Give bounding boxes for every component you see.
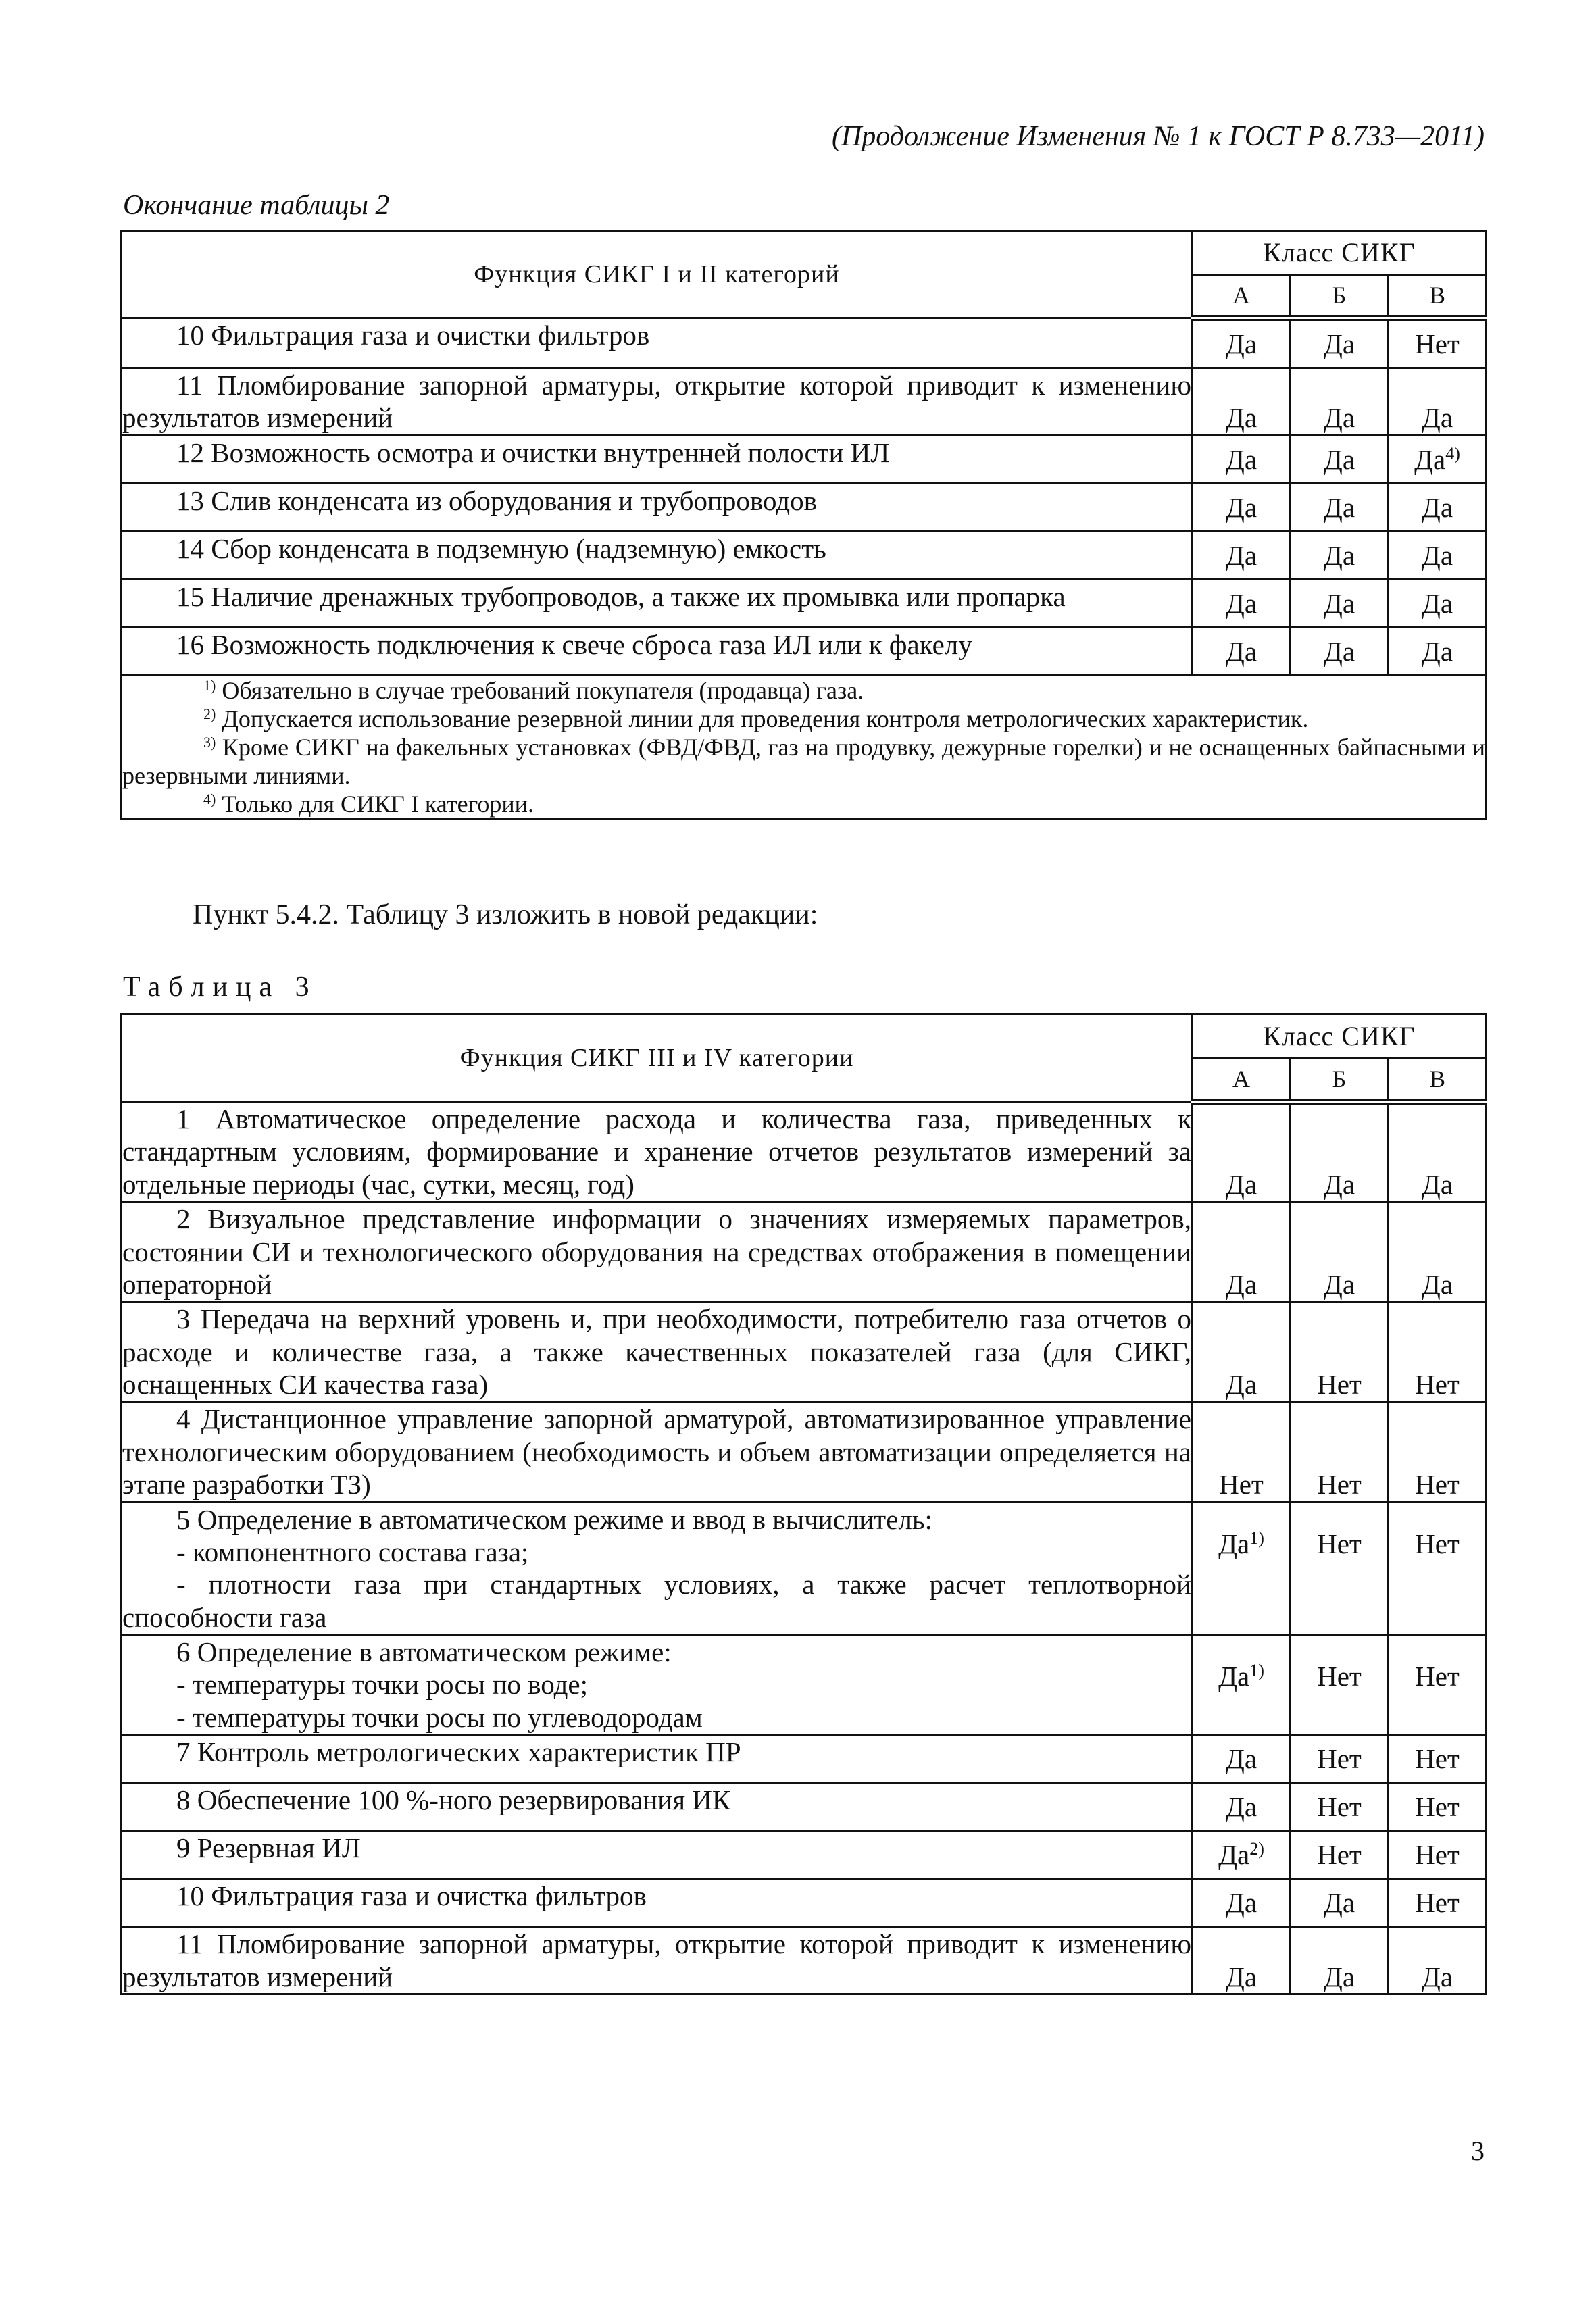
function-cell bbox=[122, 1879, 1193, 1927]
function-cell bbox=[122, 435, 1193, 483]
value-text: Да bbox=[1421, 1268, 1453, 1300]
class-a-value-cell bbox=[1193, 483, 1291, 531]
function-cell bbox=[122, 318, 1193, 368]
table-row bbox=[122, 531, 1487, 579]
value-text: Да bbox=[1225, 635, 1257, 667]
function-cell bbox=[122, 1635, 1193, 1735]
value-text: Да bbox=[1421, 587, 1453, 619]
function-cell bbox=[122, 1302, 1193, 1402]
footnote-mark: 1) bbox=[1249, 1528, 1264, 1548]
class-v-value-cell bbox=[1389, 1927, 1487, 1994]
function-text: 6 Определение в автоматическом режиме: bbox=[176, 1636, 672, 1667]
value-text: Нет bbox=[1219, 1469, 1264, 1501]
value-text: Да bbox=[1225, 328, 1257, 359]
table-row bbox=[122, 1102, 1487, 1202]
value-text: Да bbox=[1218, 1661, 1250, 1692]
class-a-value-cell bbox=[1193, 368, 1291, 436]
value-text: Да bbox=[1323, 491, 1355, 523]
class-v-value-cell bbox=[1389, 627, 1487, 675]
function-cell bbox=[122, 1831, 1193, 1879]
function-text: 4 Дистанционное управление запорной арматурой, автоматизированное управление технологическим оборудованием (необходимость и объем автоматизации определяется на этапе разработки ТЗ) bbox=[122, 1403, 1191, 1501]
class-a-value-cell bbox=[1193, 1502, 1291, 1635]
value-text: Да bbox=[1225, 1168, 1257, 1200]
function-text: 8 Обеспечение 100 %-ного резервирования ИК bbox=[176, 1784, 731, 1816]
class-v-value-cell bbox=[1389, 1502, 1487, 1635]
table-row bbox=[122, 1735, 1487, 1783]
function-text: 5 Определение в автоматическом режиме и ввод в вычислитель: bbox=[176, 1503, 932, 1535]
value-text: Да bbox=[1323, 328, 1355, 359]
value-text: Да bbox=[1323, 635, 1355, 667]
footnote-mark: 2) bbox=[1249, 1838, 1264, 1859]
function-text: 2 Визуальное представление информации о значениях измеряемых параметров, состоянии СИ и технологического оборудования на средствах отображения в помещении операторной bbox=[122, 1203, 1191, 1300]
function-text: 13 Слив конденсата из оборудования и трубопроводов bbox=[176, 484, 818, 516]
value-text: Нет bbox=[1415, 1661, 1460, 1692]
class-b-value-cell bbox=[1291, 368, 1389, 436]
class-a-value-cell bbox=[1193, 1783, 1291, 1831]
class-a-value-cell bbox=[1193, 1927, 1291, 1994]
function-text: 9 Резервная ИЛ bbox=[176, 1832, 361, 1864]
value-text: Да bbox=[1218, 1838, 1250, 1870]
table2-class-header: Класс СИКГ bbox=[1193, 231, 1487, 275]
class-v-value-cell bbox=[1389, 1879, 1487, 1927]
class-v-value-cell bbox=[1389, 1831, 1487, 1879]
function-text: 10 Фильтрация газа и очистки фильтров bbox=[176, 320, 650, 351]
table-2 bbox=[120, 230, 1487, 820]
value-text: Нет bbox=[1415, 1742, 1460, 1774]
table-row bbox=[122, 1202, 1487, 1302]
function-text: 10 Фильтрация газа и очистка фильтров bbox=[176, 1880, 647, 1912]
class-b-value-cell bbox=[1291, 1927, 1389, 1994]
class-a-value-cell bbox=[1193, 1102, 1291, 1202]
value-text: Да bbox=[1225, 587, 1257, 619]
class-b-value-cell bbox=[1291, 1735, 1389, 1783]
class-b-value-cell bbox=[1291, 1831, 1389, 1879]
page-header: (Продолжение Изменения № 1 к ГОСТ Р 8.733—2011) bbox=[831, 121, 1485, 152]
function-cell bbox=[122, 368, 1193, 436]
value-text: Да bbox=[1421, 491, 1453, 523]
table2-footnotes bbox=[122, 675, 1487, 820]
value-text: Да bbox=[1421, 1168, 1453, 1200]
class-a-value-cell bbox=[1193, 1635, 1291, 1735]
table2-class-v-header: В bbox=[1389, 275, 1487, 318]
class-v-value-cell bbox=[1389, 1635, 1487, 1735]
value-text: Нет bbox=[1317, 1790, 1362, 1822]
value-text: Нет bbox=[1317, 1742, 1362, 1774]
table-row bbox=[122, 1927, 1487, 1994]
footnote-mark: 4) bbox=[1445, 443, 1460, 463]
footnote-2: $^{2)}$ Допускается использование резервной линии для проведения контроля метрологических характеристик. bbox=[203, 705, 1309, 732]
class-a-value-cell bbox=[1193, 1735, 1291, 1783]
function-cell bbox=[122, 1202, 1193, 1302]
value-text: Да bbox=[1421, 539, 1453, 571]
class-a-value-cell bbox=[1193, 627, 1291, 675]
value-text: Да bbox=[1323, 1961, 1355, 1992]
table-row bbox=[122, 368, 1487, 436]
value-text: Да bbox=[1225, 539, 1257, 571]
class-b-value-cell bbox=[1291, 1783, 1389, 1831]
table-row bbox=[122, 318, 1487, 368]
value-text: Да bbox=[1225, 1886, 1257, 1918]
value-text: Нет bbox=[1415, 1469, 1460, 1501]
value-text: Нет bbox=[1317, 1369, 1362, 1400]
class-a-value-cell bbox=[1193, 531, 1291, 579]
value-text: Нет bbox=[1415, 1790, 1460, 1822]
function-text: 12 Возможность осмотра и очистки внутренней полости ИЛ bbox=[176, 436, 890, 468]
class-a-value-cell bbox=[1193, 1879, 1291, 1927]
value-text: Нет bbox=[1415, 1528, 1460, 1559]
class-b-value-cell bbox=[1291, 1879, 1389, 1927]
table3-function-header: Функция СИКГ III и IV категории bbox=[122, 1015, 1193, 1102]
table-row bbox=[122, 579, 1487, 627]
table-row bbox=[122, 627, 1487, 675]
class-b-value-cell bbox=[1291, 1302, 1389, 1402]
function-text: 14 Сбор конденсата в подземную (надземную) емкость bbox=[176, 532, 826, 564]
value-text: Да bbox=[1225, 1369, 1257, 1400]
class-v-value-cell bbox=[1389, 318, 1487, 368]
value-text: Да bbox=[1414, 443, 1446, 475]
table-row bbox=[122, 435, 1487, 483]
function-cell bbox=[122, 1402, 1193, 1502]
class-b-value-cell bbox=[1291, 627, 1389, 675]
table2-function-header: Функция СИКГ I и II категорий bbox=[122, 231, 1193, 318]
class-a-value-cell bbox=[1193, 435, 1291, 483]
value-text: Нет bbox=[1415, 1369, 1460, 1400]
table-row bbox=[122, 1302, 1487, 1402]
function-text: 11 Пломбирование запорной арматуры, открытие которой приводит к изменению результатов измерений bbox=[122, 370, 1191, 434]
class-b-value-cell bbox=[1291, 1202, 1389, 1302]
value-text: Да bbox=[1323, 1168, 1355, 1200]
class-v-value-cell bbox=[1389, 483, 1487, 531]
value-text: Да bbox=[1323, 443, 1355, 475]
function-cell bbox=[122, 1502, 1193, 1635]
table-row bbox=[122, 483, 1487, 531]
function-text: 1 Автоматическое определение расхода и количества газа, приведенных к стандартным условиям, формирование и хранение отчетов результатов измерений за отдельные периоды (час, сутки, месяц, год) bbox=[122, 1103, 1191, 1200]
class-v-value-cell bbox=[1389, 1735, 1487, 1783]
value-text: Да bbox=[1218, 1528, 1250, 1559]
table3-caption: Таблица 3 bbox=[123, 972, 318, 1003]
class-v-value-cell bbox=[1389, 531, 1487, 579]
class-v-value-cell bbox=[1389, 579, 1487, 627]
footnote-3: $^{3)}$ Кроме СИКГ на факельных установках (ФВД/ФВД, газ на продувку, дежурные горелки) и не оснащенных байпасными и резервными линиями. bbox=[122, 733, 1486, 790]
table-row bbox=[122, 1502, 1487, 1635]
value-text: Да bbox=[1225, 1961, 1257, 1992]
class-b-value-cell bbox=[1291, 579, 1389, 627]
class-v-value-cell bbox=[1389, 1783, 1487, 1831]
table3-class-b-header: Б bbox=[1291, 1059, 1389, 1102]
function-text: 7 Контроль метрологических характеристик ПР bbox=[176, 1736, 741, 1768]
function-cell bbox=[122, 1927, 1193, 1994]
function-subitem: - температуры точки росы по воде; bbox=[176, 1669, 589, 1701]
table-row bbox=[122, 1879, 1487, 1927]
table-row bbox=[122, 1831, 1487, 1879]
class-b-value-cell bbox=[1291, 1102, 1389, 1202]
class-b-value-cell bbox=[1291, 483, 1389, 531]
value-text: Да bbox=[1225, 443, 1257, 475]
function-cell bbox=[122, 1783, 1193, 1831]
function-cell bbox=[122, 627, 1193, 675]
function-text: 16 Возможность подключения к свече сброса газа ИЛ или к факелу bbox=[176, 628, 972, 660]
function-cell bbox=[122, 1102, 1193, 1202]
function-cell bbox=[122, 531, 1193, 579]
function-cell bbox=[122, 1735, 1193, 1783]
class-a-value-cell bbox=[1193, 1302, 1291, 1402]
value-text: Нет bbox=[1317, 1838, 1362, 1870]
class-v-value-cell bbox=[1389, 1102, 1487, 1202]
value-text: Да bbox=[1323, 1268, 1355, 1300]
value-text: Да bbox=[1225, 1742, 1257, 1774]
table-row bbox=[122, 1402, 1487, 1502]
table3-class-a-header: А bbox=[1193, 1059, 1291, 1102]
function-text: 11 Пломбирование запорной арматуры, открытие которой приводит к изменению результатов измерений bbox=[122, 1928, 1191, 1992]
footnote-mark: 1) bbox=[1249, 1661, 1264, 1680]
function-subitem: - компонентного состава газа; bbox=[176, 1536, 529, 1567]
class-v-value-cell bbox=[1389, 435, 1487, 483]
function-cell bbox=[122, 579, 1193, 627]
value-text: Да bbox=[1323, 1886, 1355, 1918]
value-text: Нет bbox=[1317, 1661, 1362, 1692]
table-row bbox=[122, 1635, 1487, 1735]
class-b-value-cell bbox=[1291, 531, 1389, 579]
table2-class-a-header: А bbox=[1193, 275, 1291, 318]
table2-caption: Окончание таблицы 2 bbox=[123, 190, 390, 221]
value-text: Да bbox=[1225, 1268, 1257, 1300]
table-3 bbox=[120, 1013, 1487, 1995]
function-subitem: - плотности газа при стандартных условиях, а также расчет теплотворной способности газа bbox=[122, 1569, 1191, 1633]
function-subitem: - температуры точки росы по углеводородам bbox=[176, 1701, 703, 1733]
class-b-value-cell bbox=[1291, 1502, 1389, 1635]
function-cell bbox=[122, 483, 1193, 531]
value-text: Нет bbox=[1317, 1528, 1362, 1559]
class-a-value-cell bbox=[1193, 1202, 1291, 1302]
class-v-value-cell bbox=[1389, 1202, 1487, 1302]
value-text: Да bbox=[1323, 402, 1355, 434]
class-v-value-cell bbox=[1389, 368, 1487, 436]
class-b-value-cell bbox=[1291, 1402, 1389, 1502]
value-text: Да bbox=[1225, 491, 1257, 523]
class-v-value-cell bbox=[1389, 1302, 1487, 1402]
footnote-4: $^{4)}$ Только для СИКГ I категории. bbox=[203, 790, 534, 818]
class-a-value-cell bbox=[1193, 579, 1291, 627]
value-text: Нет bbox=[1415, 1886, 1460, 1918]
table3-class-v-header: В bbox=[1389, 1059, 1487, 1102]
amendment-paragraph: Пункт 5.4.2. Таблицу 3 изложить в новой редакции: bbox=[193, 899, 818, 930]
table3-class-header: Класс СИКГ bbox=[1193, 1015, 1487, 1059]
value-text: Нет bbox=[1415, 328, 1460, 359]
class-a-value-cell bbox=[1193, 1402, 1291, 1502]
class-b-value-cell bbox=[1291, 318, 1389, 368]
value-text: Нет bbox=[1317, 1469, 1362, 1501]
class-v-value-cell bbox=[1389, 1402, 1487, 1502]
class-b-value-cell bbox=[1291, 1635, 1389, 1735]
footnote-1: $^{1)}$ Обязательно в случае требований покупателя (продавца) газа. bbox=[203, 676, 864, 704]
table2-class-b-header: Б bbox=[1291, 275, 1389, 318]
page-number: 3 bbox=[1471, 2136, 1485, 2166]
value-text: Да bbox=[1225, 402, 1257, 434]
value-text: Да bbox=[1323, 587, 1355, 619]
table-row bbox=[122, 1783, 1487, 1831]
value-text: Нет bbox=[1415, 1838, 1460, 1870]
function-text: 15 Наличие дренажных трубопроводов, а также их промывка или пропарка bbox=[176, 580, 1066, 612]
value-text: Да bbox=[1225, 1790, 1257, 1822]
class-b-value-cell bbox=[1291, 435, 1389, 483]
function-text: 3 Передача на верхний уровень и, при необходимости, потребителю газа отчетов о расходе и количестве газа, а также качественных показателей газа (для СИКГ, оснащенных СИ качества газа) bbox=[122, 1303, 1191, 1400]
value-text: Да bbox=[1323, 539, 1355, 571]
value-text: Да bbox=[1421, 402, 1453, 434]
value-text: Да bbox=[1421, 635, 1453, 667]
value-text: Да bbox=[1421, 1961, 1453, 1992]
class-a-value-cell bbox=[1193, 318, 1291, 368]
class-a-value-cell bbox=[1193, 1831, 1291, 1879]
